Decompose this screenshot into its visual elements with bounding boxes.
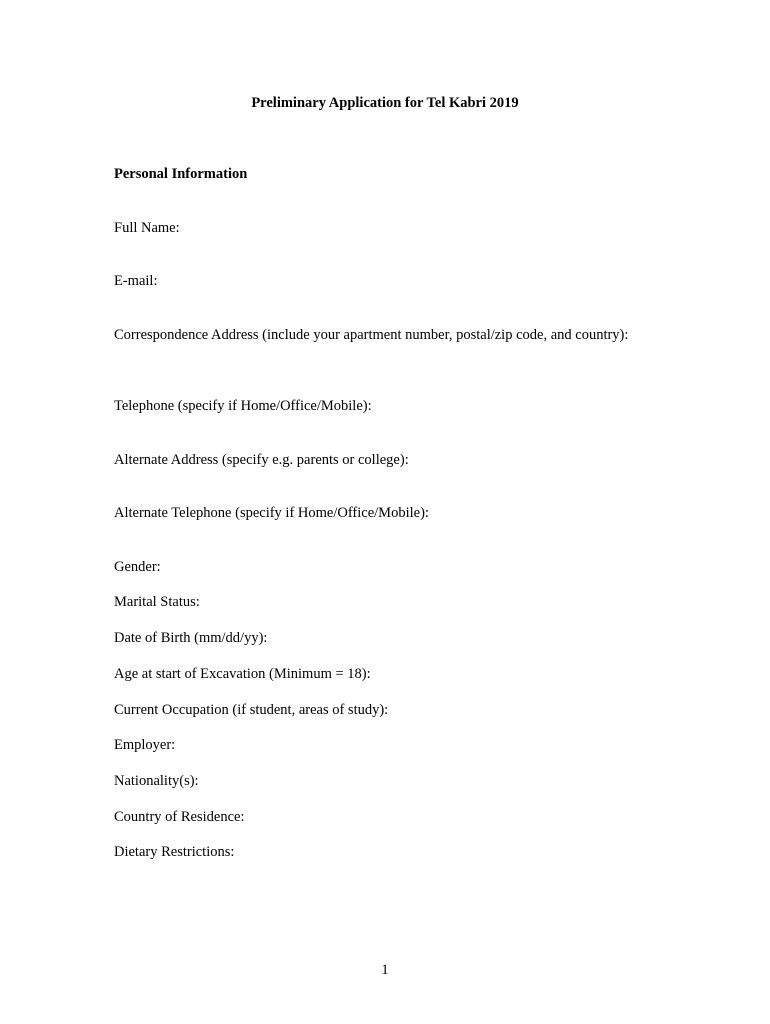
field-label-employer: Employer: — [114, 737, 176, 753]
field-label-telephone: Telephone (specify if Home/Office/Mobile): — [114, 398, 372, 414]
field-label-alternate-telephone: Alternate Telephone (specify if Home/Office/Mobile): — [114, 505, 429, 521]
field-label-age-at-start: Age at start of Excavation (Minimum = 18): — [114, 666, 371, 682]
field-label-alternate-address: Alternate Address (specify e.g. parents or college): — [114, 452, 409, 468]
field-label-marital-status: Marital Status: — [114, 594, 200, 610]
field-label-full-name: Full Name: — [114, 220, 180, 236]
field-label-date-of-birth: Date of Birth (mm/dd/yy): — [114, 630, 268, 646]
field-label-country-of-residence: Country of Residence: — [114, 809, 245, 825]
document-title: Preliminary Application for Tel Kabri 2019 — [251, 95, 519, 111]
field-label-nationality: Nationality(s): — [114, 773, 199, 789]
field-label-gender: Gender: — [114, 559, 161, 575]
page-number: 1 — [381, 962, 389, 978]
section-heading-personal-information: Personal Information — [114, 166, 248, 182]
field-label-correspondence-address: Correspondence Address (include your apartment number, postal/zip code, and country): — [114, 327, 629, 343]
field-label-dietary-restrictions: Dietary Restrictions: — [114, 844, 235, 860]
field-label-email: E-mail: — [114, 273, 158, 289]
field-label-current-occupation: Current Occupation (if student, areas of study): — [114, 702, 389, 718]
